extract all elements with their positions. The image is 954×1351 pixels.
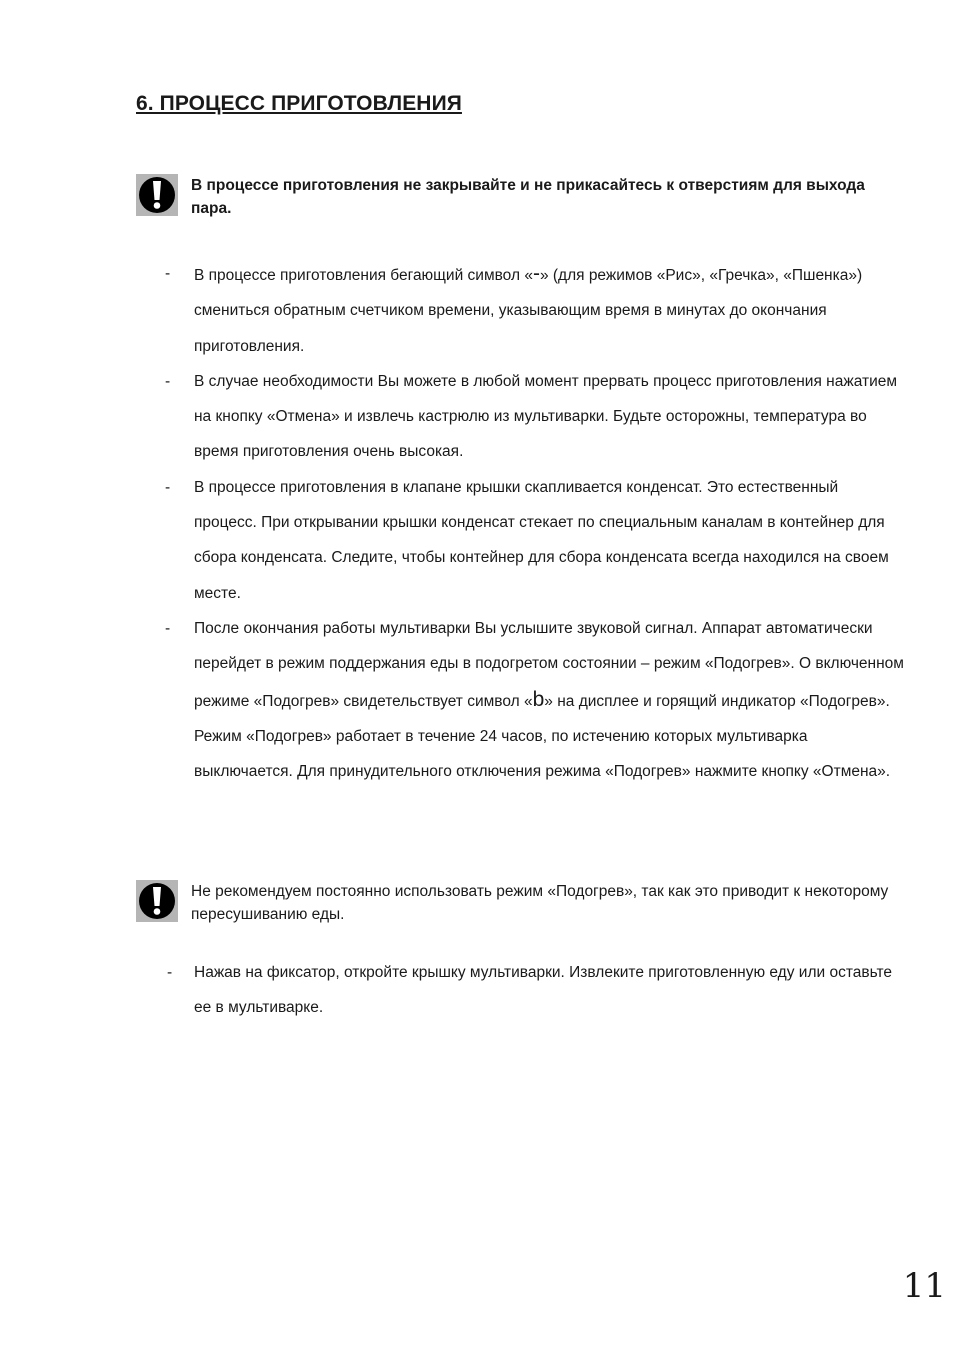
warning-notice-steam [136, 174, 898, 220]
list-item-text-end: » (для режимов «Рис», «Гречка», «Пшенка») смениться обратным счетчиком времени, указывающим время в минутах до окончания приготовления. [194, 267, 863, 355]
list-dash: - [165, 265, 171, 282]
instruction-list-final [167, 955, 907, 1025]
warming-symbol: b [532, 687, 545, 711]
list-item-text-start: После окончания работы мультиварки Вы услышите звуковой сигнал. Аппарат автоматически перейдет в режим поддержания еды в подогретом состоянии – режим «Подогрев». О включенном режиме «Подогрев» свидетельствует символ « [194, 619, 904, 710]
list-dash: - [165, 478, 171, 496]
list-item-text: Нажав на фиксатор, откройте крышку мультиварки. Извлеките приготовленную еду или оставьте ее в мультиварке. [194, 964, 893, 1016]
running-symbol: - [532, 262, 540, 285]
exclamation-icon [136, 174, 178, 216]
warning-text: В процессе приготовления не закрывайте и не прикасайтесь к отверстиям для выхода пара. [191, 177, 865, 217]
list-item [167, 955, 907, 1025]
list-dash: - [165, 372, 171, 390]
list-dash: - [167, 964, 173, 981]
warning-text: Не рекомендуем постоянно использовать режим «Подогрев», так как это приводит к некоторому пересушиванию еды. [191, 883, 889, 923]
list-item-text: В процессе приготовления в клапане крышки скапливается конденсат. Это естественный процесс. При открывании крышки конденсат стекает по специальным каналам в контейнер для сбора конденсата. Следите, чтобы контейнер для сбора конденсата всегда находился на своем месте. [194, 478, 889, 602]
warning-notice-warming [136, 880, 898, 926]
page-number: 11 [902, 1266, 946, 1306]
list-item-text-end: » на дисплее и горящий индикатор «Подогрев». Режим «Подогрев» работает в течение 24 часов, по истечению которых мультиварка выключается. Для принудительного отключения режима «Подогрев» нажмите кнопку «Отмена». [194, 692, 891, 781]
list-item [165, 256, 905, 364]
list-item-text-start: В процессе приготовления бегающий символ « [194, 267, 533, 284]
list-item-text: В случае необходимости Вы можете в любой момент прервать процесс приготовления нажатием на кнопку «Отмена» и извлечь кастрюлю из мультиварки. Будьте осторожны, температура во время приготовления очень высокая. [194, 372, 898, 461]
section-title: 6. ПРОЦЕСС ПРИГОТОВЛЕНИЯ [136, 92, 462, 115]
list-item [165, 364, 905, 470]
exclamation-icon [136, 880, 178, 922]
list-dash: - [165, 619, 171, 637]
list-item [165, 611, 905, 789]
list-item [165, 470, 905, 611]
instruction-list [165, 256, 905, 789]
